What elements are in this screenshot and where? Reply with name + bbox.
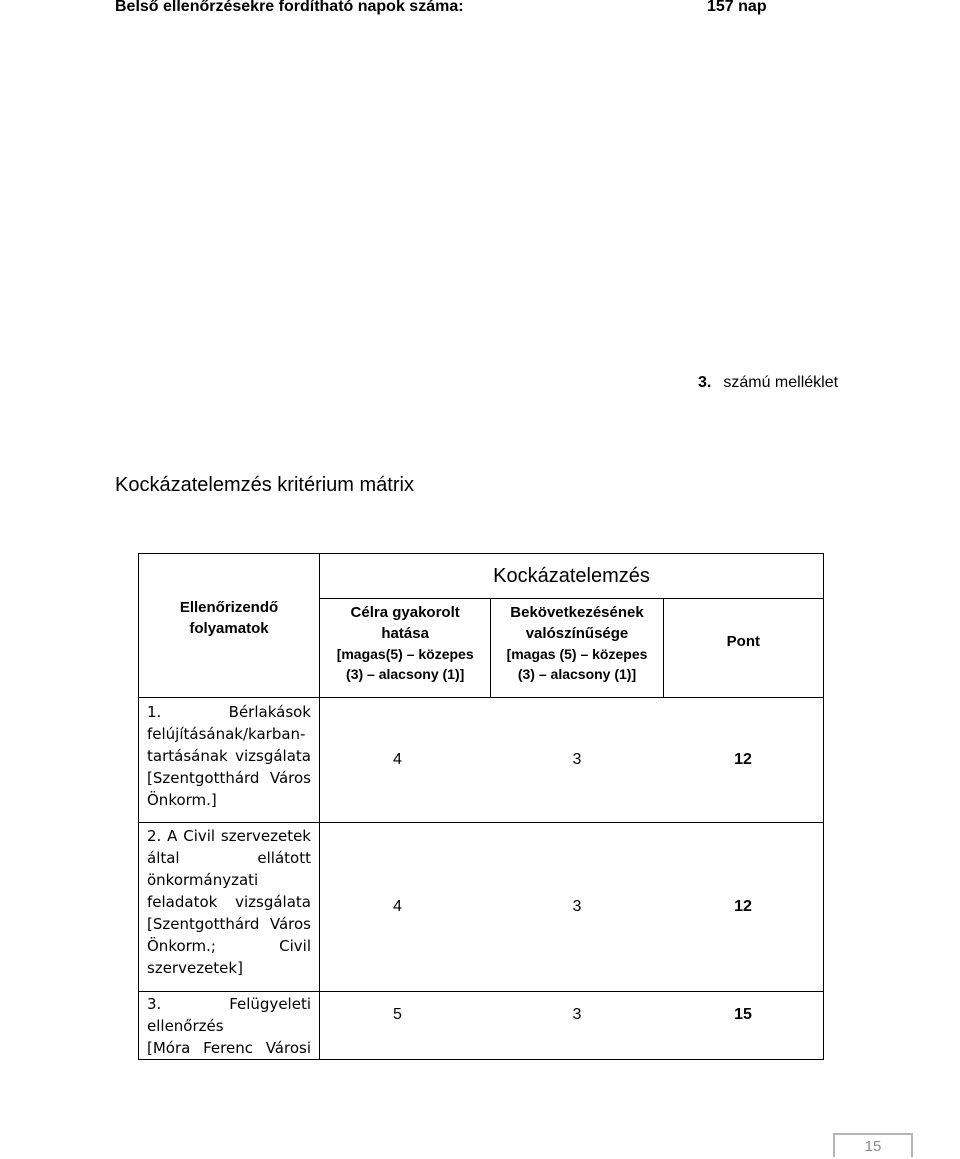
- row-process-line: [Móra Ferenc Városi: [147, 1039, 311, 1057]
- row-process-line: Önkorm.]: [147, 791, 217, 809]
- page-number: 15: [864, 1138, 882, 1155]
- header-impact-cell: [320, 599, 491, 698]
- row-process-line: szervezetek]: [147, 959, 243, 977]
- header-impact-line: (3) – alacsony (1)]: [346, 666, 465, 682]
- header-probability-cell: [491, 599, 663, 698]
- header-impact-line: Célra gyakorolt: [350, 604, 460, 621]
- annex-number: 3.: [698, 374, 712, 391]
- header-probability-line: Bekövetkezésének: [510, 604, 644, 621]
- header-probability-line: (3) – alacsony (1)]: [517, 666, 637, 682]
- group-header-risk-analysis: Kockázatelemzés: [320, 554, 824, 599]
- row-process-line: által ellátott: [147, 849, 311, 867]
- header-probability-line: valószínűsége: [525, 625, 629, 642]
- row-values-cell: [320, 698, 824, 823]
- row-values-cell: [320, 992, 824, 1060]
- header-impact-line: hatása: [381, 625, 429, 642]
- row-process-line: feladatok vizsgálata: [147, 893, 311, 911]
- row-process-line: 3. Felügyeleti: [147, 995, 311, 1013]
- row-process-cell: [139, 992, 320, 1060]
- row-process-cell: [139, 698, 320, 823]
- annex-heading: [698, 374, 838, 392]
- table-row: [139, 698, 824, 823]
- row-values-cell: [320, 823, 824, 992]
- header-probability-line: [magas (5) – közepes: [506, 646, 648, 662]
- impact-value: 5: [393, 1006, 402, 1023]
- annex-text: számú melléklet: [723, 374, 839, 391]
- header-process: Ellenőrizendő folyamatok: [179, 599, 279, 637]
- probability-value: 3: [572, 751, 582, 768]
- impact-value: 4: [393, 751, 402, 768]
- row-process-line: [Szentgotthárd Város: [147, 915, 311, 933]
- workdays-label: Belső ellenőrzésekre fordítható napok száma:: [115, 0, 464, 15]
- row-process-line: 1. Bérlakások: [147, 703, 311, 721]
- page-number-box: [833, 1133, 913, 1157]
- row-process-line: [Szentgotthárd Város: [147, 769, 311, 787]
- table-row: [139, 992, 824, 1060]
- impact-value: 4: [393, 898, 402, 915]
- row-process-line: tartásának vizsgálata: [147, 747, 311, 765]
- workdays-value: 157 nap: [707, 0, 767, 15]
- header-process-cell: [139, 554, 320, 698]
- row-process-line: önkormányzati: [147, 871, 259, 889]
- row-process-line: 2. A Civil szervezetek: [147, 827, 311, 845]
- document-title: Kockázatelemzés kritérium mátrix: [115, 474, 414, 496]
- points-value: 12: [734, 751, 752, 768]
- points-value: 12: [734, 898, 752, 915]
- points-value: 15: [734, 1006, 752, 1023]
- probability-value: 3: [572, 1006, 582, 1023]
- header-points: Pont: [663, 599, 823, 698]
- header-impact-line: [magas(5) – közepes: [336, 646, 474, 662]
- row-process-line: ellenőrzés: [147, 1017, 224, 1035]
- table-group-header-row: [139, 554, 824, 599]
- row-process-line: Önkorm.; Civil: [147, 937, 311, 955]
- risk-matrix-table: [138, 553, 824, 1060]
- probability-value: 3: [572, 898, 582, 915]
- table-row: [139, 823, 824, 992]
- row-process-cell: [139, 823, 320, 992]
- row-process-line: felújításának/karban-: [147, 725, 306, 743]
